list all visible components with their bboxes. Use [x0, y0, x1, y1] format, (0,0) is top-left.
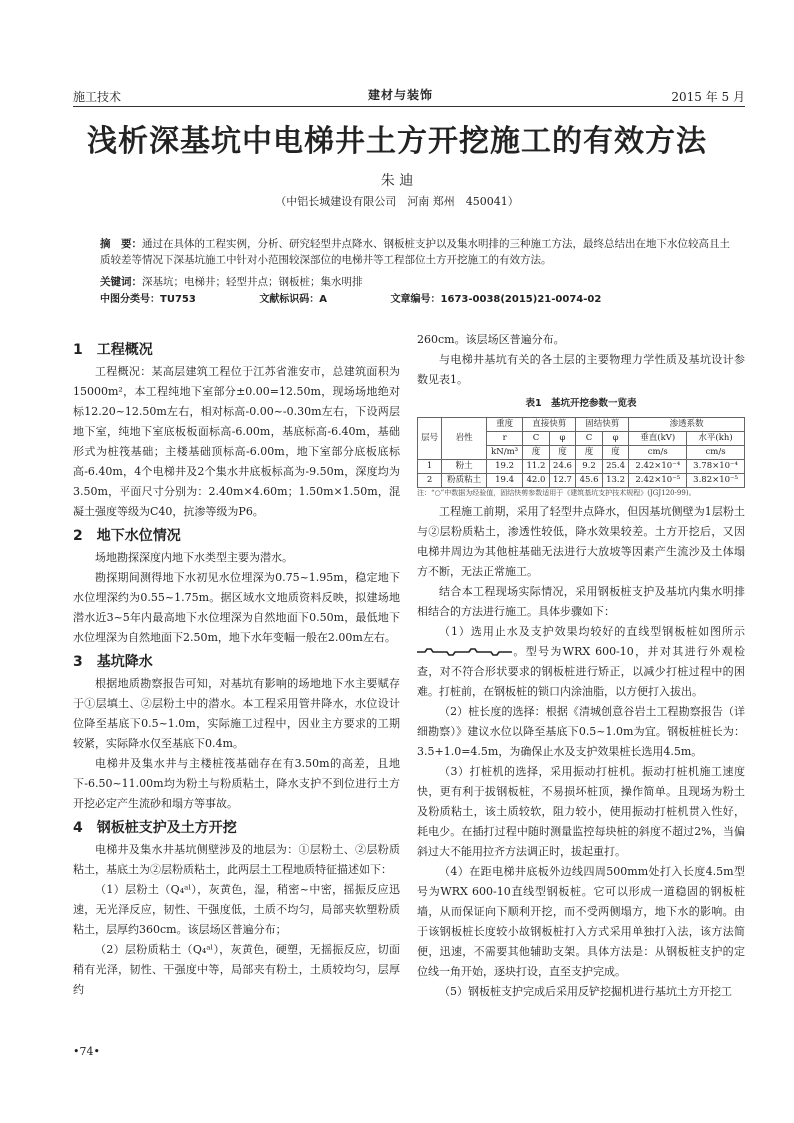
table-unit: cm/s	[629, 446, 687, 460]
steel-sheet-pile-icon	[417, 647, 512, 657]
paragraph: （2）层粉质粘土（Q₄ᵃˡ），灰黄色，硬塑，无摇振反应，切面稍有光泽，韧性、干强度中等，局部夹有粉土，土质较均匀，层厚约	[73, 943, 400, 996]
table-subheader: φ	[549, 432, 576, 446]
table-unit: 度	[523, 446, 550, 460]
table-cell: 2.42×10⁻⁴	[629, 460, 687, 474]
section-1-title: 1 工程概况	[73, 342, 153, 358]
left-column	[73, 336, 400, 1000]
table-cell: 9.2	[576, 460, 603, 474]
paragraph-part: （1）选用止水及支护效果均较好的直线型钢板桩如图所示	[439, 625, 745, 638]
article-title: 浅析深基坑中电梯井土方开挖施工的有效方法	[87, 124, 707, 159]
author: 朱 迪	[380, 173, 414, 189]
paragraph: 与电梯井基坑有关的各土层的主要物理力学性质及基坑设计参数见表1。	[417, 353, 745, 386]
table-header: 岩性	[442, 418, 487, 460]
table-cell: 45.6	[576, 474, 603, 488]
affiliation: （中铝长城建设有限公司 河南 郑州 450041）	[275, 195, 519, 208]
keywords-label: 关键词：	[100, 276, 142, 288]
table-header: 固结快剪	[576, 418, 629, 432]
table-cell: 2.42×10⁻⁵	[629, 474, 687, 488]
paragraph: 工程施工前期，采用了轻型井点降水，但因基坑侧壁为1层粉土与②层粉质粘土，渗透性较低，降水效果较差。土方开挖后，又因电梯井周边为其他桩基础无法进行大放坡等因素产生流沙及土体塌方不断，无法正常施工。	[417, 505, 745, 578]
table-subheader: C	[523, 432, 550, 446]
paragraph: （5）钢板桩支护完成后采用反铲挖掘机进行基坑土方开挖工	[439, 985, 732, 998]
table-subheader: C	[576, 432, 603, 446]
page-number: •74•	[73, 1045, 100, 1058]
table-unit: 度	[602, 446, 629, 460]
table-header: 直接快剪	[523, 418, 576, 432]
article-number: 文章编号：1673-0038(2015)21-0074-02	[390, 294, 602, 305]
table-header: 渗透系数	[629, 418, 745, 432]
paragraph: 260cm。该层场区普遍分布。	[417, 333, 565, 346]
table-cell: 19.4	[487, 474, 523, 488]
table-cell: 12.7	[549, 474, 576, 488]
table-subheader: φ	[602, 432, 629, 446]
keywords	[100, 274, 740, 290]
table-unit: 度	[576, 446, 603, 460]
paragraph: 结合本工程现场实际情况，采用钢板桩支护及基坑内集水明排相结合的方法进行施工。具体步骤如下：	[417, 585, 745, 618]
table-cell: 11.2	[523, 460, 550, 474]
table-header-row	[418, 418, 745, 432]
table-cell: 粉质粘土	[442, 474, 487, 488]
classification-line	[100, 292, 740, 308]
paragraph: 勘探期间测得地下水初见水位埋深为0.75~1.95m，稳定地下水位埋深约为0.55~1.75m。据区域水文地质资料反映，拟建场地潜水近3~5年内最高地下水位埋深为自然地面下0.50m，最低地下水位埋深为自然地面下2.50m，地下水年变幅一般在2.00m左右。	[73, 571, 400, 644]
header-section: 施工技术	[73, 90, 122, 104]
table-header: 重度	[487, 418, 523, 432]
paragraph: 根据地质勘察报告可知，对基坑有影响的场地地下水主要赋存于①层填土、②层粉土中的潜水。本工程采用管井降水，水位设计位降至基底下0.5~1.0m，实际施工过程中，因业主方要求的工期较紧，实际降水仅至基底下0.4m。	[73, 677, 400, 750]
soil-parameter-table	[417, 417, 745, 488]
table-unit: kN/m³	[487, 446, 523, 460]
header-date: 2015 年 5 月	[671, 90, 745, 104]
section-3-title: 3 基坑降水	[73, 654, 153, 670]
table-unit: 度	[549, 446, 576, 460]
section-4-title: 4 钢板桩支护及土方开挖	[73, 820, 237, 836]
paragraph: 工程概况：某高层建筑工程位于江苏省淮安市，总建筑面积为15000m²，本工程纯地下室部分±0.00=12.50m，现场场地绝对标12.20~12.50m左右，相对标高-0.00~-0.30m左右，下设两层地下室，纯地下室底板板面标高-6.00m，基底标高-6.40m，基础形式为桩筏基础；主楼基础顶标高-6.00m，地下室部分底板底标高-6.40m，4个电梯井及2个集水井底板标高为-9.50m，深度均为3.50m，平面尺寸分别为：2.40m×4.60m；1.50m×1.50m，混凝土强度等级为C40，抗渗等级为P6。	[73, 365, 400, 518]
table-note: 注：“○”中数据为经验值，固结快剪参数适用于《建筑基坑支护技术规程》(JGJ120-99)。	[417, 489, 696, 497]
paragraph: （2）桩长度的选择：根据《清城创意谷岩土工程勘察报告（详细勘察）》建议水位以降至基底下0.5~1.0m为宜。钢板桩桩长为：3.5+1.0=4.5m，为确保止水及支护效果桩长选用4.5m。	[417, 705, 745, 758]
section-2-title: 2 地下水位情况	[73, 528, 181, 544]
running-header	[73, 86, 745, 107]
paragraph-part: 。型号为WRX 600-10，并对其进行外观检查，对不符合形状要求的钢板桩进行矫正，以减少打桩过程中的困难。打桩前，在钢板桩的锁口内涂油脂，以方便打入拔出。	[417, 645, 745, 698]
paragraph: 场地勘探深度内地下水类型主要为潜水。	[95, 551, 293, 564]
table-cell: 3.82×10⁻⁵	[687, 474, 745, 488]
paragraph	[417, 622, 745, 702]
abstract-text: 通过在具体的工程实例，分析、研究轻型井点降水、钢板桩支护以及集水明排的三种施工方法，最终总结出在地下水位较高且土质较差等情况下深基坑施工中针对小范围较深部位的电梯井等工程部位土方开挖施工的有效方法。	[100, 238, 730, 266]
table-cell: 19.2	[487, 460, 523, 474]
right-column	[417, 330, 745, 1002]
journal-name: 建材与装饰	[368, 88, 434, 102]
table-cell: 25.4	[602, 460, 629, 474]
table-header: 层号	[418, 418, 442, 460]
doc-code: 文献标识码：A	[259, 294, 328, 305]
keywords-text: 深基坑；电梯井；轻型井点；钢板桩；集水明排	[142, 276, 363, 288]
table-cell: 粉土	[442, 460, 487, 474]
paragraph: 电梯井及集水井基坑侧壁涉及的地层为：①层粉土、②层粉质粘土，基底土为②层粉质粘土，此两层土工程地质特征描述如下：	[73, 843, 400, 876]
paragraph: （3）打桩机的选择，采用振动打桩机。振动打桩机施工速度快，更有利于拔钢板桩，不易损坏桩顶，操作简单。且现场为粉土及粉质粘土，该土质较软，阻力较小，使用振动打桩机贯入性好，耗电少。在插打过程中随时测量监控每块桩的斜度不超过2%，当偏斜过大不能用拉齐方法调正时，拔起重打。	[417, 765, 745, 858]
table-cell: 1	[418, 460, 442, 474]
paragraph: （4）在距电梯井底板外边线四周500mm处打入长度4.5m型号为WRX 600-10直线型钢板桩。它可以形成一道稳固的钢板桩墙，从而保证向下顺利开挖，而不受两侧塌方，地下水的影响。由于该钢板桩长度较小故钢板桩打入方式采用单独打入法，该方法简便，迅速，不需要其他辅助支架。具体方法是：从钢板桩支护的定位线一角开始，逐块打设，直至支护完成。	[417, 865, 745, 978]
class-number: 中图分类号：TU753	[100, 294, 196, 305]
abstract-label: 摘 要：	[100, 238, 142, 250]
table-subheader: 水平(kh)	[687, 432, 745, 446]
table-subheader: r	[487, 432, 523, 446]
abstract	[100, 236, 740, 268]
table-row	[418, 460, 745, 474]
table-cell: 24.6	[549, 460, 576, 474]
paragraph: 电梯井及集水井与主楼桩筏基础存在有3.50m的高差，且地下-6.50~11.00m均为粉土与粉质粘土，降水支护不到位进行土方开挖必定产生流砂和塌方等事故。	[73, 757, 400, 810]
table-cell: 2	[418, 474, 442, 488]
table-subheader: 垂直(kV)	[629, 432, 687, 446]
paragraph: （1）层粉土（Q₄ᵃˡ），灰黄色，湿，稍密~中密，摇振反应迅速，无光泽反应，韧性、干强度低，土质不均匀，局部夹软塑粉质粘土，层厚约360cm。该层场区普遍分布；	[73, 883, 400, 936]
table-cell: 42.0	[523, 474, 550, 488]
table-cell: 3.78×10⁻⁴	[687, 460, 745, 474]
table-caption: 表1 基坑开挖参数一览表	[525, 398, 637, 409]
table-row	[418, 474, 745, 488]
table-unit: cm/s	[687, 446, 745, 460]
table-cell: 13.2	[602, 474, 629, 488]
